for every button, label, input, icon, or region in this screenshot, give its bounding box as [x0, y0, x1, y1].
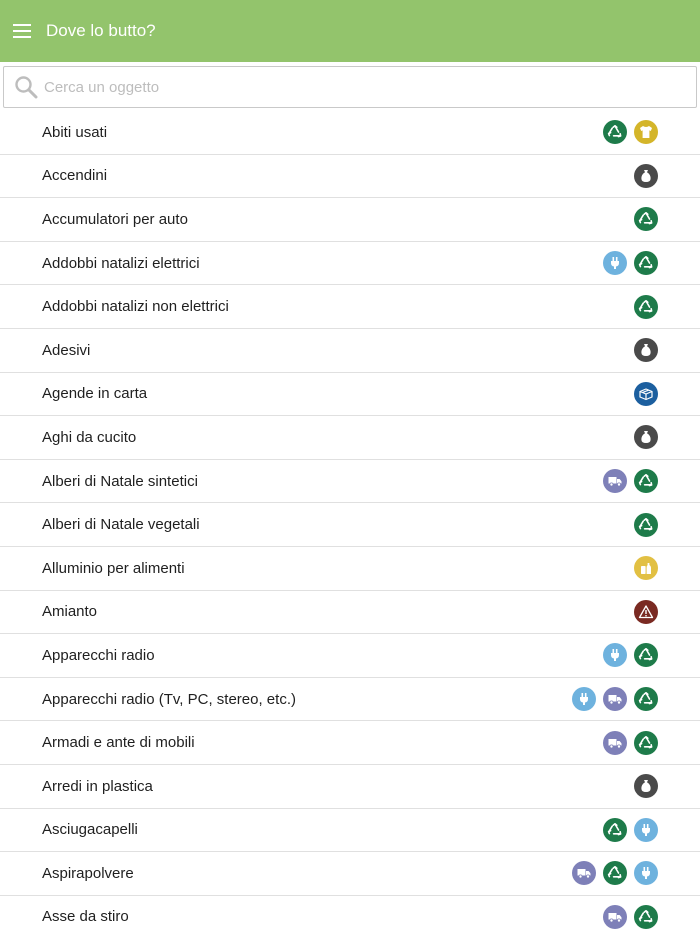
bin-icons [634, 600, 658, 624]
bin-icons [634, 774, 658, 798]
item-list [0, 111, 700, 934]
bin-icons [634, 295, 658, 319]
recycle-icon [634, 731, 658, 755]
list-item[interactable] [0, 809, 700, 853]
list-item[interactable] [0, 721, 700, 765]
bin-icons [603, 120, 658, 144]
hazard-icon [634, 600, 658, 624]
search-input[interactable] [44, 67, 696, 107]
recycle-icon [634, 469, 658, 493]
trash-bag-icon [634, 774, 658, 798]
list-item-label: Abiti usati [42, 123, 108, 141]
truck-icon [572, 861, 596, 885]
list-item-label: Accumulatori per auto [42, 210, 188, 228]
bin-icons [603, 469, 658, 493]
recycle-icon [634, 687, 658, 711]
list-item-label: Addobbi natalizi elettrici [42, 254, 200, 272]
list-item-label: Agende in carta [42, 385, 148, 403]
list-item[interactable] [0, 678, 700, 722]
trash-bag-icon [634, 164, 658, 188]
bin-icons [572, 687, 658, 711]
list-item[interactable] [0, 634, 700, 678]
bin-icons [634, 513, 658, 537]
list-item[interactable] [0, 329, 700, 373]
recycle-icon [634, 295, 658, 319]
bin-icons [634, 338, 658, 362]
search-icon [4, 75, 44, 99]
recycle-icon [634, 643, 658, 667]
list-item-label: Apparecchi radio (Tv, PC, stereo, etc.) [42, 690, 296, 708]
list-item[interactable] [0, 896, 700, 934]
recycle-icon [603, 120, 627, 144]
recycle-icon [634, 251, 658, 275]
list-item[interactable] [0, 852, 700, 896]
bin-icons [603, 643, 658, 667]
bin-icons [634, 207, 658, 231]
plug-icon [572, 687, 596, 711]
search-box[interactable] [3, 66, 697, 108]
can-bottle-icon [634, 556, 658, 580]
list-item[interactable] [0, 198, 700, 242]
truck-icon [603, 731, 627, 755]
list-item-label: Accendini [42, 167, 108, 185]
list-item-label: Apparecchi radio [42, 646, 155, 664]
paper-box-icon [634, 382, 658, 406]
bin-icons [603, 905, 658, 929]
recycle-icon [603, 818, 627, 842]
truck-icon [603, 905, 627, 929]
bin-icons [603, 818, 658, 842]
trash-bag-icon [634, 338, 658, 362]
list-item[interactable] [0, 591, 700, 635]
app-bar [0, 0, 700, 62]
list-item[interactable] [0, 373, 700, 417]
list-item-label: Adesivi [42, 341, 91, 359]
bin-icons [572, 861, 658, 885]
menu-button[interactable] [0, 0, 46, 62]
plug-icon [634, 861, 658, 885]
list-item-label: Aspirapolvere [42, 864, 134, 882]
list-item[interactable] [0, 155, 700, 199]
plug-icon [603, 643, 627, 667]
trash-bag-icon [634, 425, 658, 449]
list-item[interactable] [0, 503, 700, 547]
list-item-label: Alluminio per alimenti [42, 559, 185, 577]
list-item[interactable] [0, 285, 700, 329]
truck-icon [603, 687, 627, 711]
recycle-icon [603, 861, 627, 885]
list-item-label: Asse da stiro [42, 908, 129, 926]
bin-icons [603, 251, 658, 275]
truck-icon [603, 469, 627, 493]
bin-icons [634, 556, 658, 580]
recycle-icon [634, 207, 658, 231]
list-item[interactable] [0, 111, 700, 155]
recycle-icon [634, 905, 658, 929]
plug-icon [603, 251, 627, 275]
list-item-label: Amianto [42, 603, 98, 621]
list-item-label: Armadi e ante di mobili [42, 734, 195, 752]
bin-icons [634, 425, 658, 449]
list-item-label: Asciugacapelli [42, 821, 138, 839]
list-item[interactable] [0, 242, 700, 286]
list-item-label: Addobbi natalizi non elettrici [42, 298, 229, 316]
bin-icons [634, 382, 658, 406]
list-item[interactable] [0, 460, 700, 504]
list-item-label: Alberi di Natale sintetici [42, 472, 198, 490]
bin-icons [634, 164, 658, 188]
shirt-icon [634, 120, 658, 144]
list-item[interactable] [0, 765, 700, 809]
plug-icon [634, 818, 658, 842]
recycle-icon [634, 513, 658, 537]
app-title: Dove lo butto? [46, 21, 156, 40]
bin-icons [603, 731, 658, 755]
list-item-label: Aghi da cucito [42, 428, 137, 446]
list-item-label: Arredi in plastica [42, 777, 153, 795]
hamburger-menu-icon [13, 24, 31, 38]
list-item[interactable] [0, 547, 700, 591]
list-item[interactable] [0, 416, 700, 460]
list-item-label: Alberi di Natale vegetali [42, 516, 200, 534]
